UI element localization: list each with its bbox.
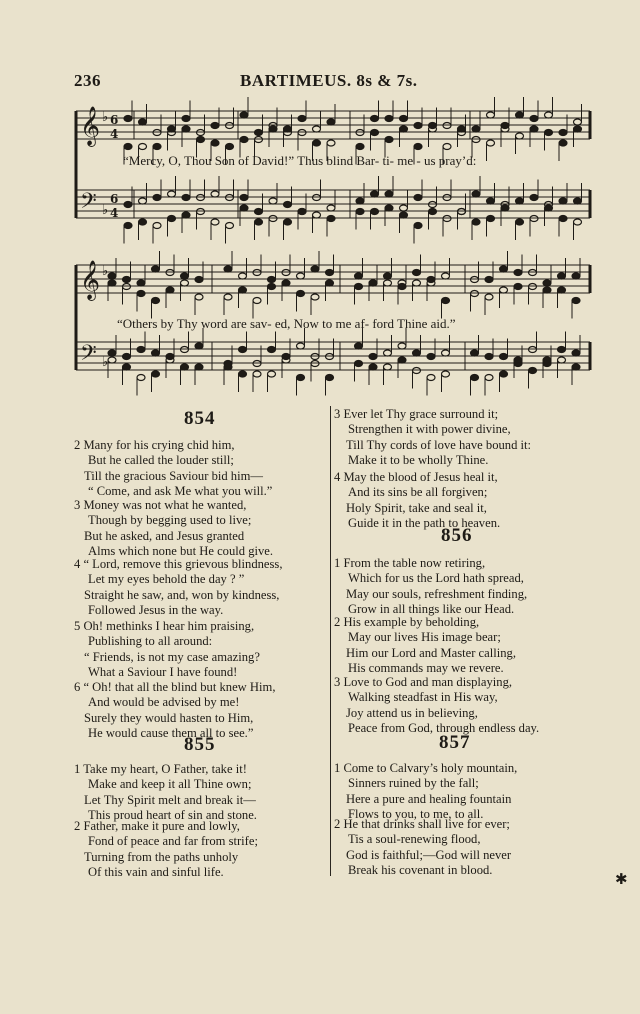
stanza-line: May our souls, refreshment finding, <box>346 586 528 601</box>
note-head <box>485 294 493 300</box>
stanza-line: This proud heart of sin and stone. <box>88 807 257 822</box>
stanza-line: 4 “ Lord, remove this grievous blindness, <box>74 557 283 571</box>
note-head <box>224 266 232 272</box>
note-head <box>543 287 551 293</box>
note-head <box>442 350 450 356</box>
stanza-line: Here a pure and healing fountain <box>346 791 512 806</box>
stanza <box>334 675 539 736</box>
note-head <box>487 112 495 118</box>
note-head <box>269 198 277 204</box>
note-head <box>559 140 567 146</box>
printer-mark: ✱ <box>615 872 628 888</box>
stanza-line: May our lives His image bear; <box>348 630 501 645</box>
note-head <box>500 266 508 272</box>
stanza-line: 3 Love to God and man displaying, <box>334 675 513 689</box>
note-head <box>371 130 379 136</box>
note-head <box>255 219 263 225</box>
stanza <box>334 470 500 531</box>
note-head <box>327 140 335 146</box>
note-head <box>182 116 190 122</box>
note-head <box>240 112 248 118</box>
note-head <box>413 270 421 276</box>
note-head <box>284 219 292 225</box>
note-head <box>572 273 580 279</box>
stanza-line: 1 Come to Calvary’s holy mountain, <box>334 761 518 775</box>
note-head <box>516 133 524 139</box>
note-head <box>398 357 406 363</box>
note-head <box>500 371 508 377</box>
note-head <box>182 212 190 218</box>
note-head <box>224 294 232 300</box>
note-head <box>268 284 276 290</box>
note-head <box>413 350 421 356</box>
stanza <box>334 761 517 822</box>
stanza-line: Which for us the Lord hath spread, <box>348 571 524 586</box>
note-head <box>268 347 276 353</box>
note-head <box>558 357 566 363</box>
note-head <box>471 350 479 356</box>
note-head <box>182 195 190 201</box>
note-head <box>297 375 305 381</box>
stanza-line: And would be advised by me! <box>88 695 240 710</box>
note-head <box>572 350 580 356</box>
note-head <box>124 202 132 208</box>
flat-sign: ♭ <box>102 264 109 279</box>
note-head <box>530 126 538 132</box>
note-head <box>153 144 161 150</box>
note-head <box>369 354 377 360</box>
stanza-line: 3 Money was not what he wanted, <box>74 498 247 512</box>
stanza-line: Grow in all things like our Head. <box>348 601 515 616</box>
note-head <box>443 144 451 150</box>
note-head <box>298 209 306 215</box>
note-head <box>516 198 524 204</box>
note-head <box>182 126 190 132</box>
note-head <box>530 116 538 122</box>
hymn-tune-title: BARTIMEUS. 8s & 7s. <box>240 71 418 90</box>
stanza <box>74 557 282 618</box>
music-score <box>0 0 640 400</box>
note-head <box>269 126 277 132</box>
note-head <box>123 277 131 283</box>
note-head <box>195 364 203 370</box>
hymn-number: 854 <box>184 408 216 429</box>
note-head <box>139 144 147 150</box>
note-head <box>543 280 551 286</box>
note-head <box>558 287 566 293</box>
note-head <box>181 364 189 370</box>
stanza <box>74 762 257 823</box>
note-head <box>355 284 363 290</box>
note-head <box>514 270 522 276</box>
note-head <box>239 273 247 279</box>
note-head <box>224 364 232 370</box>
note-head <box>139 219 147 225</box>
stanza-line: Him our Lord and Master calling, <box>346 645 516 660</box>
note-head <box>355 273 363 279</box>
note-head <box>442 298 450 304</box>
note-head <box>355 361 363 367</box>
note-head <box>400 212 408 218</box>
stanza-line: Joy attend us in believing, <box>346 705 478 720</box>
note-head <box>472 126 480 132</box>
note-head <box>414 144 422 150</box>
stanza-line: What a Saviour I have found! <box>88 664 238 679</box>
note-head <box>400 126 408 132</box>
note-head <box>253 298 261 304</box>
stanza-line: “ Friends, is not my case amazing? <box>84 649 260 664</box>
note-head <box>559 198 567 204</box>
stanza-line: 5 Oh! methinks I hear him praising, <box>74 619 255 633</box>
stanza-line: 6 “ Oh! that all the blind but knew Him, <box>74 680 276 694</box>
note-head <box>268 277 276 283</box>
note-head <box>384 273 392 279</box>
note-head <box>327 205 335 211</box>
note-head <box>311 266 319 272</box>
note-head <box>168 216 176 222</box>
note-head <box>284 202 292 208</box>
stanza-line: Fond of peace and far from strife; <box>88 834 258 849</box>
note-head <box>414 195 422 201</box>
note-head <box>137 280 145 286</box>
note-head <box>516 219 524 225</box>
note-head <box>108 273 116 279</box>
stanza-line: He would cause them all to see.” <box>88 725 254 740</box>
stanza <box>74 680 275 741</box>
note-head <box>385 137 393 143</box>
stanza <box>74 438 272 499</box>
note-head <box>559 216 567 222</box>
note-head <box>572 298 580 304</box>
note-head <box>137 347 145 353</box>
note-head <box>442 371 450 377</box>
stanza-line: Turning from the paths unholy <box>84 849 239 864</box>
stanza <box>334 556 527 617</box>
note-head <box>545 130 553 136</box>
note-head <box>514 357 522 363</box>
note-head <box>181 280 189 286</box>
stanza-line: 1 From the table now retiring, <box>334 556 486 570</box>
note-head <box>152 266 160 272</box>
hymn-number: 856 <box>441 525 473 546</box>
note-head <box>211 140 219 146</box>
stanza-line: Let Thy Spirit melt and break it— <box>84 792 256 807</box>
note-head <box>485 277 493 283</box>
stanza-line: And its sins be all forgiven; <box>348 485 488 500</box>
note-head <box>414 223 422 229</box>
note-head <box>211 191 219 197</box>
note-head <box>530 195 538 201</box>
note-head <box>108 280 116 286</box>
note-head <box>371 191 379 197</box>
stanza-line: 4 May the blood of Jesus heal it, <box>334 470 498 484</box>
stanza-line: Break his covenant in blood. <box>348 862 493 877</box>
note-head <box>384 364 392 370</box>
note-head <box>487 216 495 222</box>
note-head <box>327 119 335 125</box>
note-head <box>558 347 566 353</box>
treble-clef: 𝄞 <box>80 260 101 300</box>
stanza-line: Let my eyes behold the day ? ” <box>88 572 245 587</box>
stanza-line: Tis a soul-renewing flood, <box>348 832 481 847</box>
note-head <box>313 140 321 146</box>
stanza-line: Make and keep it all Thine own; <box>88 777 252 792</box>
note-head <box>356 209 364 215</box>
hymn-number: 855 <box>184 734 216 755</box>
page-number: 236 <box>74 71 101 90</box>
note-head <box>485 354 493 360</box>
note-head <box>326 375 334 381</box>
note-head <box>240 137 248 143</box>
note-head <box>152 350 160 356</box>
note-head <box>384 350 392 356</box>
stanza-line: Holy Spirit, take and seal it, <box>346 500 487 515</box>
flat-sign: ♭ <box>102 355 109 370</box>
note-head <box>297 273 305 279</box>
stanza <box>334 407 531 468</box>
note-head <box>559 130 567 136</box>
stanza-line: Make it to be wholly Thine. <box>348 452 489 467</box>
note-head <box>268 371 276 377</box>
note-head <box>181 273 189 279</box>
stanza-line: 3 Ever let Thy grace surround it; <box>334 407 499 421</box>
time-signature: 6 <box>110 113 119 127</box>
stanza-line: Guide it in the path to heaven. <box>348 515 501 530</box>
note-head <box>472 191 480 197</box>
note-head <box>123 364 131 370</box>
note-head <box>240 195 248 201</box>
note-head <box>385 116 393 122</box>
stanza-line: But he called the louder still; <box>88 453 234 468</box>
note-head <box>195 277 203 283</box>
note-head <box>211 219 219 225</box>
flat-sign: ♭ <box>102 110 109 125</box>
note-head <box>137 375 145 381</box>
note-head <box>195 343 203 349</box>
stanza-line: Alms which none but He could give. <box>88 543 274 558</box>
note-head <box>471 375 479 381</box>
note-head <box>211 123 219 129</box>
music-lyric-line-1: “Mercy, O, Thou Son of David!” Thus blind Bar- ti- me - us pray’d: <box>123 153 477 168</box>
note-head <box>195 294 203 300</box>
stanza-line: Publishing to all around: <box>88 634 213 649</box>
note-head <box>400 116 408 122</box>
music-lyric-line-2: “Others by Thy word are sav- ed, Now to me af- ford Thine aid.” <box>117 316 456 331</box>
note-head <box>239 371 247 377</box>
note-head <box>572 364 580 370</box>
note-head <box>327 216 335 222</box>
note-head <box>124 116 132 122</box>
note-head <box>545 112 553 118</box>
note-head <box>487 140 495 146</box>
note-head <box>139 198 147 204</box>
note-head <box>514 284 522 290</box>
note-head <box>369 364 377 370</box>
note-head <box>500 287 508 293</box>
stanza-line: Walking steadfast in His way, <box>348 690 498 705</box>
note-head <box>313 126 321 132</box>
note-head <box>197 137 205 143</box>
note-head <box>153 195 161 201</box>
stanza-line: But he asked, and Jesus granted <box>84 528 245 543</box>
bass-clef: 𝄢 <box>80 341 97 371</box>
note-head <box>385 205 393 211</box>
note-head <box>371 116 379 122</box>
note-head <box>152 371 160 377</box>
note-head <box>108 350 116 356</box>
note-head <box>385 191 393 197</box>
stanza-line: Flows to you, to me, to all. <box>348 806 484 821</box>
note-head <box>487 198 495 204</box>
note-head <box>384 280 392 286</box>
stanza-line: Of this vain and sinful life. <box>88 864 224 879</box>
stanza-line: 2 Father, make it pure and lowly, <box>74 819 240 833</box>
note-head <box>326 270 334 276</box>
note-head <box>313 212 321 218</box>
stanza-line: 2 He that drinks shall live for ever; <box>334 817 510 831</box>
note-head <box>400 205 408 211</box>
note-head <box>516 112 524 118</box>
note-head <box>123 354 131 360</box>
note-head <box>356 144 364 150</box>
note-head <box>255 209 263 215</box>
stanza <box>74 819 258 880</box>
bass-clef: 𝄢 <box>80 189 97 219</box>
note-head <box>501 205 509 211</box>
note-head <box>485 375 493 381</box>
note-head <box>369 280 377 286</box>
note-head <box>239 347 247 353</box>
stanza <box>74 619 260 680</box>
note-head <box>414 123 422 129</box>
note-head <box>298 116 306 122</box>
time-signature: 4 <box>110 127 119 141</box>
stanza-line: 2 His example by beholding, <box>334 615 480 629</box>
stanza-line: 1 Take my heart, O Father, take it! <box>74 762 247 776</box>
stanza-line: Straight he saw, and, won by kindness, <box>84 587 280 602</box>
note-head <box>311 294 319 300</box>
note-head <box>282 280 290 286</box>
stanza-line: Though by begging used to live; <box>88 513 252 528</box>
stanza <box>74 498 273 559</box>
note-head <box>574 119 582 125</box>
note-head <box>355 343 363 349</box>
note-head <box>124 144 132 150</box>
note-head <box>326 280 334 286</box>
note-head <box>226 223 234 229</box>
note-head <box>124 223 132 229</box>
note-head <box>297 343 305 349</box>
stanza-line: Till the gracious Saviour bid him— <box>84 468 263 483</box>
note-head <box>429 209 437 215</box>
note-head <box>427 375 435 381</box>
stanza-line: Strengthen it with power divine, <box>348 422 511 437</box>
hymn-number: 857 <box>439 732 471 753</box>
note-head <box>356 198 364 204</box>
time-signature: 4 <box>110 206 119 220</box>
stanza-line: Peace from God, through endless day. <box>348 720 540 735</box>
time-signature: 6 <box>110 192 119 206</box>
note-head <box>139 119 147 125</box>
note-head <box>152 298 160 304</box>
stanza-line: Till Thy cords of love have bound it: <box>346 437 532 452</box>
note-head <box>253 371 261 377</box>
note-head <box>108 357 116 363</box>
stanza-line: 2 Many for his crying chid him, <box>74 438 235 452</box>
note-head <box>226 144 234 150</box>
stanza <box>334 817 511 878</box>
note-head <box>371 209 379 215</box>
note-head <box>472 219 480 225</box>
note-head <box>427 354 435 360</box>
note-head <box>442 273 450 279</box>
note-head <box>240 205 248 211</box>
stanza-line: Followed Jesus in the way. <box>88 602 224 617</box>
note-head <box>500 354 508 360</box>
stanza-line: His commands may we revere. <box>348 660 504 675</box>
note-head <box>574 126 582 132</box>
note-head <box>168 191 176 197</box>
note-head <box>239 287 247 293</box>
note-head <box>398 284 406 290</box>
note-head <box>458 126 466 132</box>
note-head <box>297 291 305 297</box>
note-head <box>255 130 263 136</box>
stanza-line: Sinners ruined by the fall; <box>348 776 479 791</box>
note-head <box>545 205 553 211</box>
stanza <box>334 615 516 676</box>
note-head <box>543 357 551 363</box>
note-head <box>153 223 161 229</box>
note-head <box>413 280 421 286</box>
note-head <box>558 273 566 279</box>
note-head <box>529 368 537 374</box>
note-head <box>574 198 582 204</box>
note-head <box>137 291 145 297</box>
note-head <box>284 126 292 132</box>
stanza-line: Surely they would hasten to Him, <box>84 710 254 725</box>
stanza-line: God is faithful;—God will never <box>346 847 512 862</box>
note-head <box>166 287 174 293</box>
treble-clef: 𝄞 <box>80 106 101 146</box>
flat-sign: ♭ <box>102 203 109 218</box>
column-divider <box>330 406 331 876</box>
stanza-line: “ Come, and ask Me what you will.” <box>88 483 273 498</box>
note-head <box>574 219 582 225</box>
note-head <box>398 343 406 349</box>
